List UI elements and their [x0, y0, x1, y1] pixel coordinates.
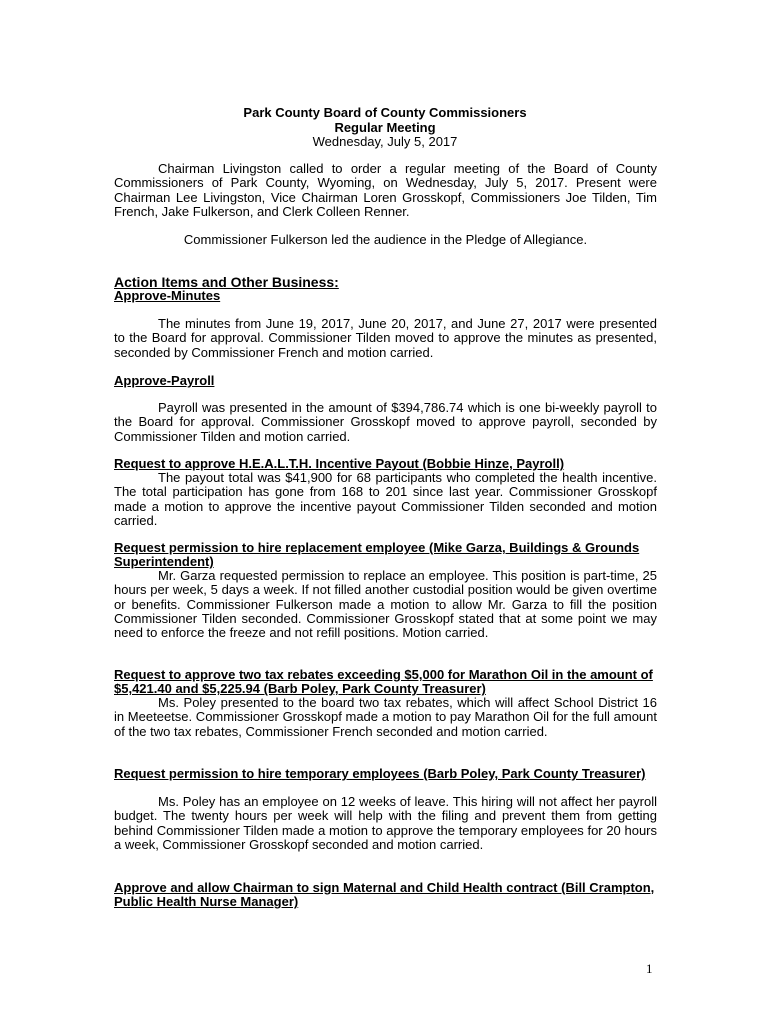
item-title-health-incentive: Request to approve H.E.A.L.T.H. Incentive Payout (Bobbie Hinze, Payroll)	[114, 456, 565, 471]
pledge-paragraph: Commissioner Fulkerson led the audience in the Pledge of Allegiance.	[183, 232, 588, 247]
item-title-replacement-employee: Request permission to hire replacement employee (Mike Garza, Buildings & Grounds Superintendent)	[114, 540, 640, 570]
item-body-tax-rebates: Ms. Poley presented to the board two tax rebates, which will affect School District 16 in Meeteetse. Commissioner Grosskopf made a motion to pay Marathon Oil for the full amount of the two tax rebates, Commissioner French seconded and motion carried.	[114, 695, 657, 739]
item-title-payroll: Approve-Payroll	[114, 373, 215, 388]
item-body-health-incentive: The payout total was $41,900 for 68 participants who completed the health incentive. The total participation has gone from 168 to 201 since last year. Commissioner Grosskopf made a motion to approve the incentive payout Commissioner Tilden seconded and motion carried.	[114, 470, 657, 528]
item-body-temporary-employees: Ms. Poley has an employee on 12 weeks of leave. This hiring will not affect her payroll budget. The twenty hours per week will help with the filing and prevent them from getting behind Commissioner Tilden made a motion to approve the temporary employees for 20 hours a week, Commissioner Grosskopf seconded and motion carried.	[114, 794, 657, 852]
meeting-type: Regular Meeting	[334, 119, 436, 135]
section-heading: Action Items and Other Business:	[114, 274, 339, 290]
item-body-payroll: Payroll was presented in the amount of $394,786.74 which is one bi-weekly payroll to the Board for approval. Commissioner Grosskopf moved to approve payroll, seconded by Commissioner Tilden and motion carried.	[114, 400, 657, 444]
call-to-order-paragraph: Chairman Livingston called to order a regular meeting of the Board of County Commissioners of Park County, Wyoming, on Wednesday, July 5, 2017. Present were Chairman Lee Livingston, Vice Chairman Loren Grosskopf, Commissioners Joe Tilden, Tim French, Jake Fulkerson, and Clerk Colleen Renner.	[114, 161, 657, 219]
page-number: 1	[646, 961, 653, 976]
board-title: Park County Board of County Commissioners	[243, 105, 527, 120]
document-header	[0, 106, 770, 150]
meeting-date: Wednesday, July 5, 2017	[312, 134, 458, 149]
item-title-tax-rebates: Request to approve two tax rebates exceeding $5,000 for Marathon Oil in the amount of $5,421.40 and $5,225.94 (Barb Poley, Park County Treasurer)	[114, 667, 653, 697]
item-title-temporary-employees: Request permission to hire temporary employees (Barb Poley, Park County Treasurer)	[114, 766, 646, 781]
item-body-minutes: The minutes from June 19, 2017, June 20, 2017, and June 27, 2017 were presented to the Board for approval. Commissioner Tilden moved to approve the minutes as presented, seconded by Commissioner French and motion carried.	[114, 316, 657, 360]
item-title-minutes: Approve-Minutes	[114, 288, 221, 303]
item-body-replacement-employee: Mr. Garza requested permission to replace an employee. This position is part-time, 25 hours per week, 5 days a week. If not filled another custodial position would be given overtime or benefits. Commissioner Fulkerson made a motion to allow Mr. Garza to fill the position Commissioner Tilden seconded. Commissioner Grosskopf stated that at some point we may need to enforce the freeze and not refill positions. Motion carried.	[114, 568, 657, 641]
item-title-health-contract: Approve and allow Chairman to sign Maternal and Child Health contract (Bill Crampton, Public Health Nurse Manager)	[114, 880, 655, 910]
